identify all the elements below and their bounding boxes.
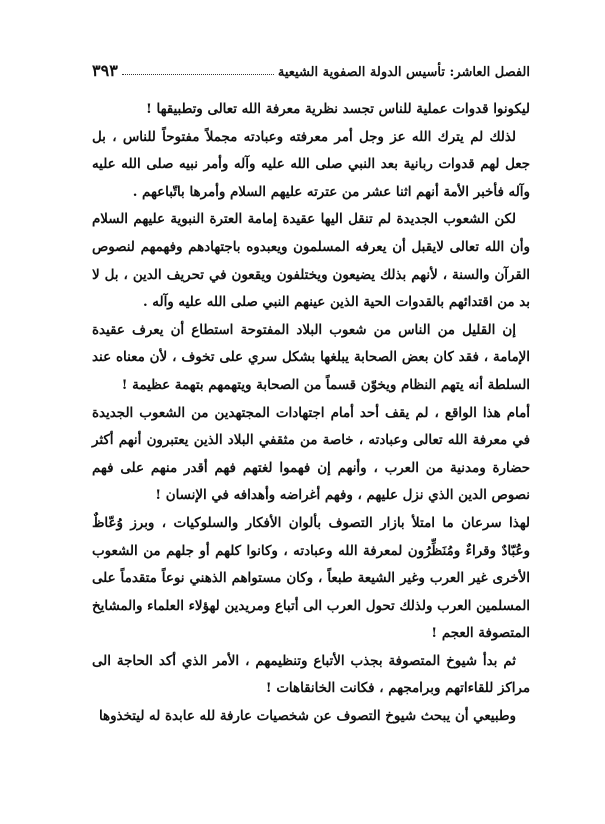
paragraph: إن القليل من الناس من شعوب البلاد المفتوحة استطاع أن يعرف عقيدة الإمامة ، فقد كان بعض الصحابة يبلغها بشكل سري على تخوف ، لأن معناه عند السلطة أنه يتهم النظام ويخوّن قسماً من الصحابة ويتهمهم بتهمة عظيمة ! [92, 321, 530, 393]
paragraph: أمام هذا الواقع ، لم يقف أحد أمام اجتهادات المجتهدين من الشعوب الجديدة في معرفة الله تعالى وعبادته ، خاصة من مثقفي البلاد الذين يعتبرون أنهم أكثر حضارة ومدنية من العرب ، وأنهم إن فهموا لغتهم فهم أقدر منهم على فهم نصوص الدين الذي نزل عليهم ، وفهم أغراضه وأهدافه في الإنسان ! [92, 404, 530, 504]
page-body [92, 96, 530, 731]
paragraph: لذلك لم يترك الله عز وجل أمر معرفته وعبادته مجملاً مفتوحاً للناس ، بل جعل لهم قدوات ربانية بعد النبي صلى الله عليه وآله وأمر نبيه صلى الله عليه وآله فأخبر الأمة أنهم اثنا عشر من عترته عليهم السلام وأمرها باتّباعهم . [92, 128, 530, 200]
paragraph: ثم بدأ شيوخ المتصوفة بجذب الأتباع وتنظيمهم ، الأمر الذي أكد الحاجة الى مراكز للقاءاتهم وبرامجهم ، فكانت الخانقاهات ! [92, 652, 530, 697]
chapter-title: الفصل العاشر: تأسيس الدولة الصفوية الشيعية [277, 65, 530, 80]
page-header [92, 56, 530, 80]
paragraph: لكن الشعوب الجديدة لم تنقل اليها عقيدة إمامة العترة النبوية عليهم السلام وأن الله تعالى لايقبل أن يعرفه المسلمون ويعبدوه باجتهادهم وفهمهم لنصوص القرآن والسنة ، لأنهم بذلك يضيعون ويختلفون ويقعون في تحريف الدين ، بل لا بد من اقتدائهم بالقدوات الحية الذين عينهم النبي صلى الله عليه وآله . [92, 211, 530, 311]
paragraph: لهذا سرعان ما امتلأ بازار التصوف بألوان الأفكار والسلوكيات ، وبرز وُعّاظٌ وعُبّادٌ وقراءٌ ومُنَظِّرُون لمعرفة الله وعبادته ، وكانوا كلهم أو جلهم من الشعوب الأخرى غير العرب وغير الشيعة طبعاً ، وكان مستواهم الذهني نوعاً متقدماً على المسلمين العرب ولذلك تحول العرب الى أتباع ومريدين لهؤلاء العلماء والمشايخ المتصوفة العجم ! [92, 514, 530, 642]
header-dotted-leader [122, 74, 274, 75]
paragraph: ليكونوا قدوات عملية للناس تجسد نظرية معرفة الله تعالى وتطبيقها ! [145, 101, 530, 117]
paragraph: وطبيعي أن يبحث شيوخ التصوف عن شخصيات عارفة لله عابدة له ليتخذوها [98, 708, 516, 725]
page-number: ٣٩٣ [92, 61, 118, 80]
